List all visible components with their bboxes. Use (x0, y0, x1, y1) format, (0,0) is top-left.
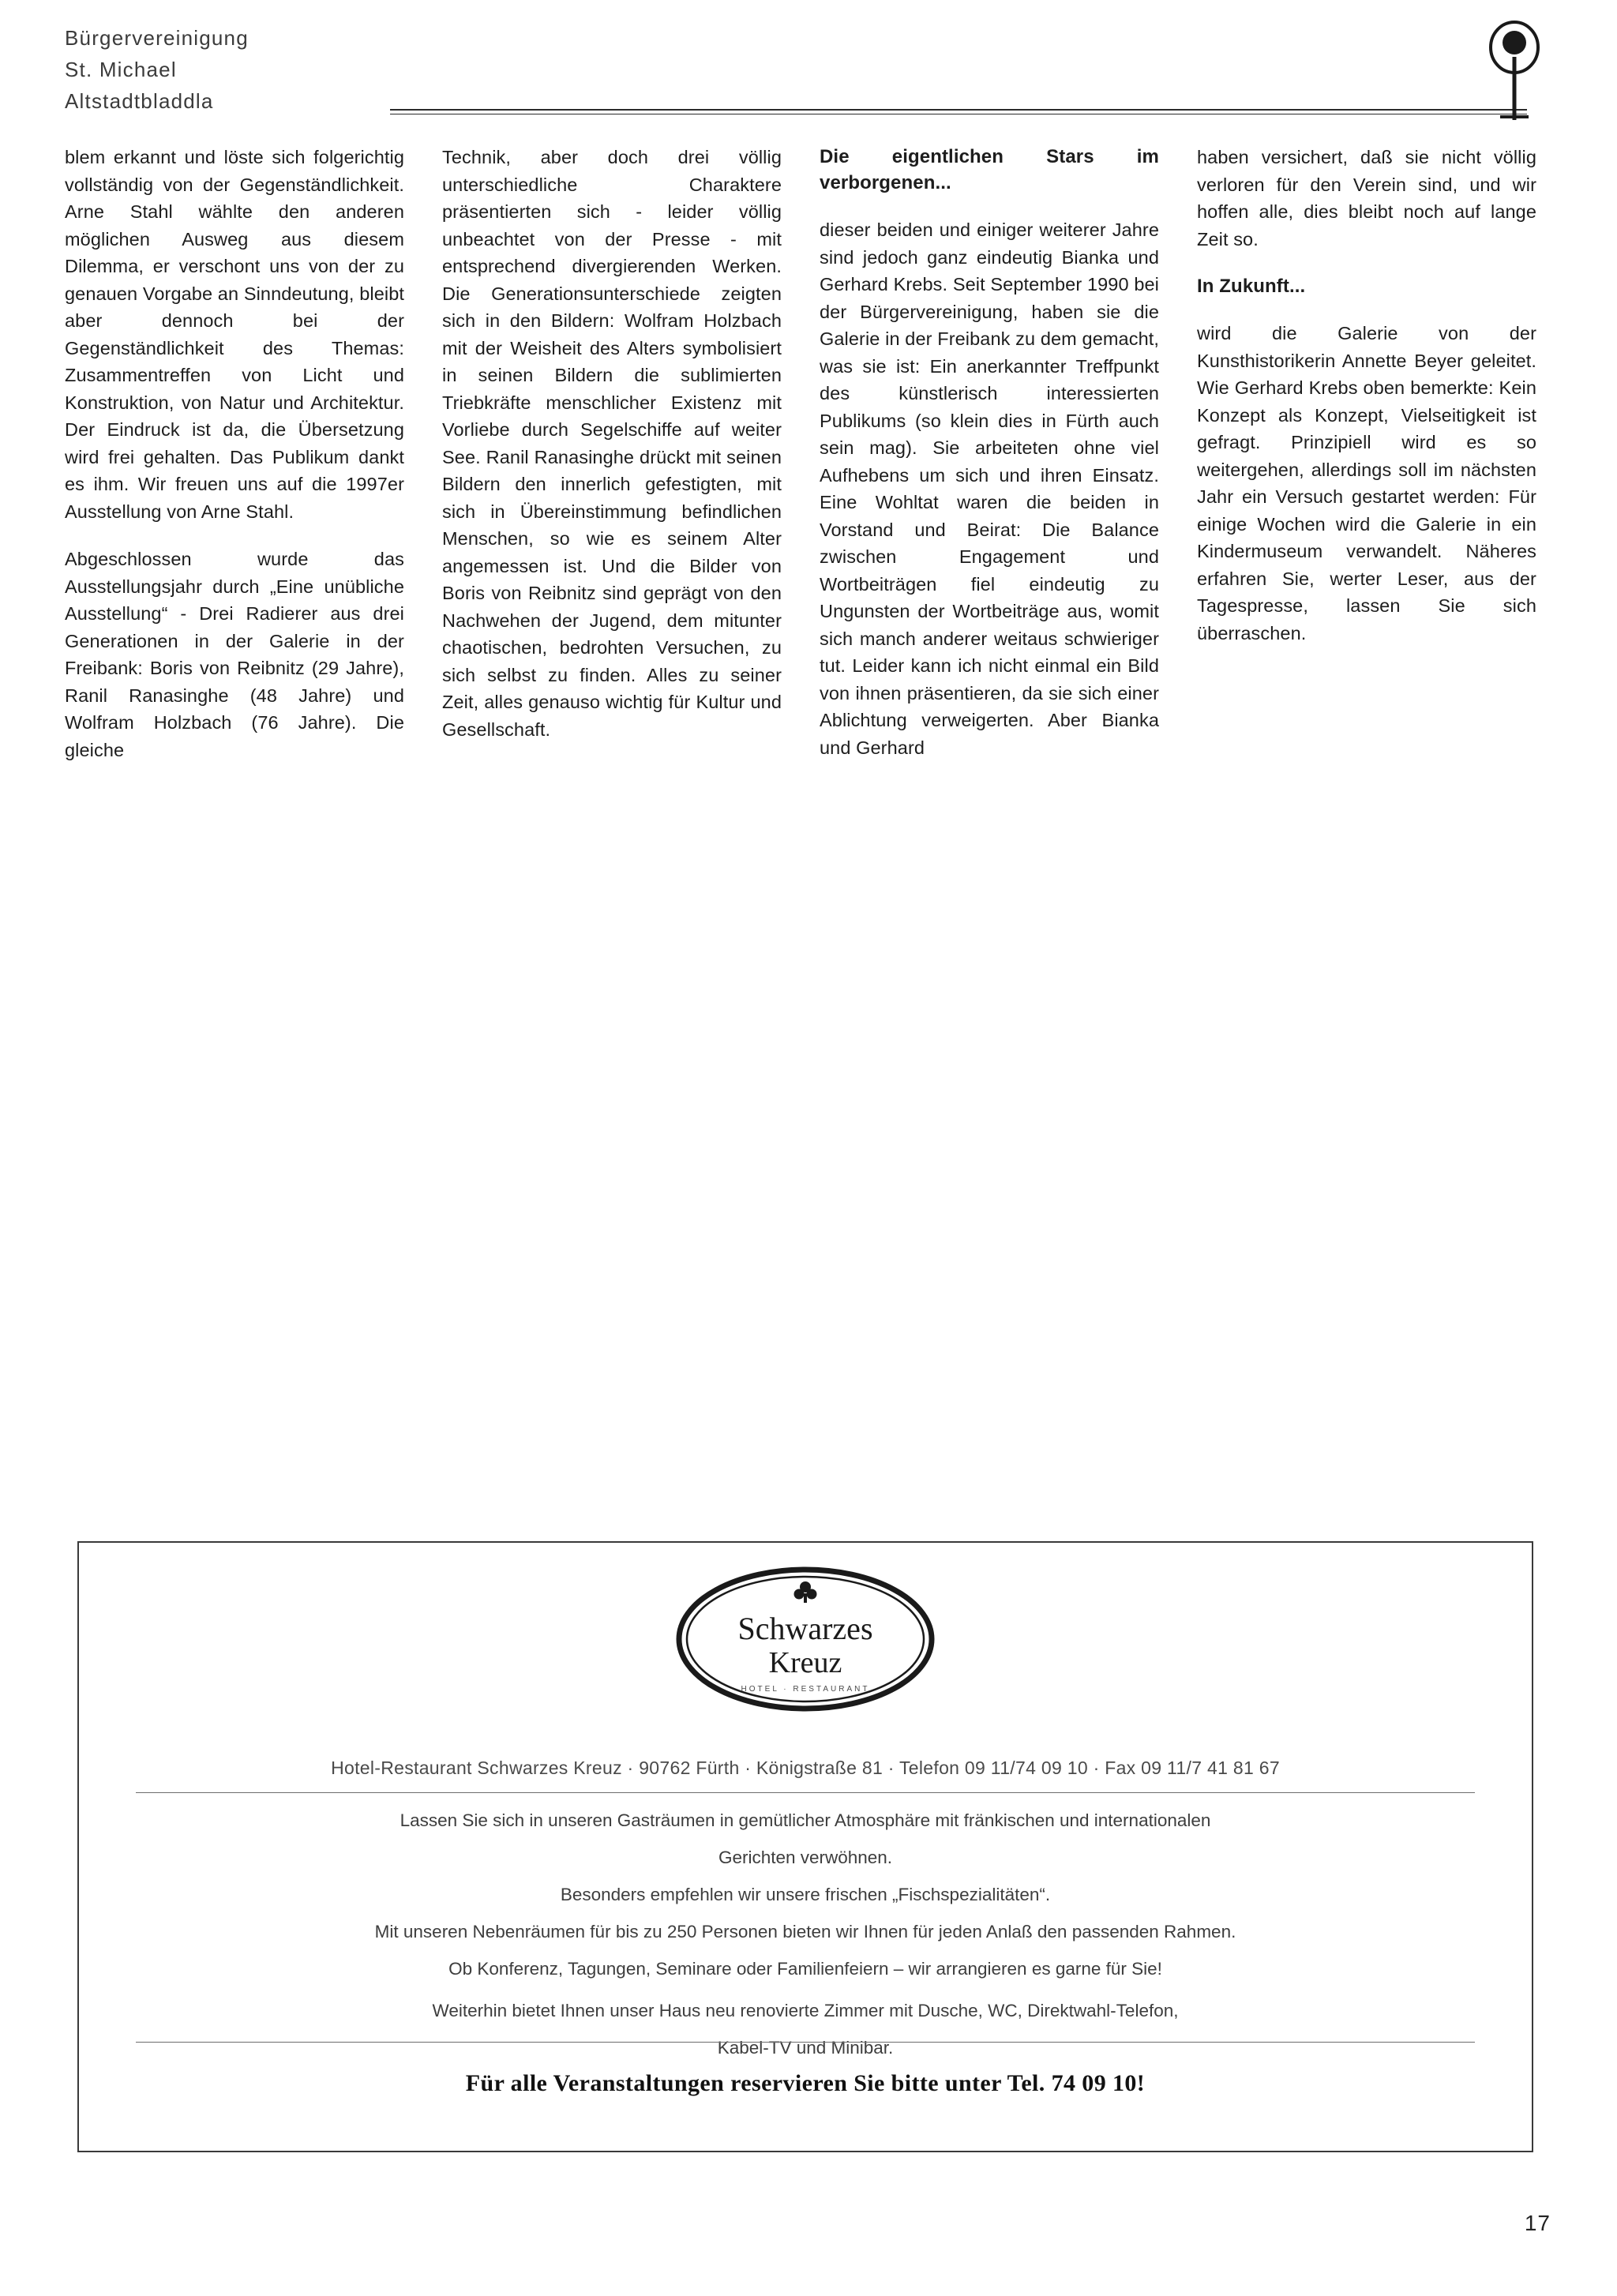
paragraph: blem erkannt und löste sich folgerichtig vollständig von der Gegenständlichkeit. Arne Stahl wählte den anderen möglichen Ausweg aus diesem Dilemma, er verschont uns von der zu genauen Vorgabe an Sinndeutung, bleibt aber dennoch bei der Gegenständlichkeit des Themas: Zusammentreffen von Licht und Konstruktion, von Natur und Architektur. Der Eindruck ist da, die Übersetzung wird frei gehalten. Das Publikum dankt es ihm. Wir freuen uns auf die 1997er Ausstellung von Arne Stahl. (65, 147, 404, 522)
ad-body-line: Besonders empfehlen wir unsere frischen „Fischspezialitäten“. (560, 1885, 1051, 1904)
ad-divider-bottom (136, 2042, 1475, 2043)
article-column-3 (820, 144, 1159, 761)
tulip-logo-icon (1476, 21, 1552, 123)
section-heading-future: In Zukunft... (1197, 276, 1306, 297)
article-column-4 (1197, 144, 1536, 647)
ad-body (126, 1808, 1484, 2073)
ad-reservation-footer: Für alle Veranstaltungen reservieren Sie bitte unter Tel. 74 09 10! (465, 2070, 1146, 2096)
masthead (65, 21, 1552, 115)
ad-body-line: Kabel-TV und Minibar. (717, 2038, 894, 2058)
paragraph: Abgeschlossen wurde das Ausstellungsjahr durch „Eine unübliche Ausstellung“ - Drei Radierer aus drei Generationen in der Galerie in der Freibank: Boris von Reibnitz (29 Jahre), Ranil Ranasinghe (48 Jahre) und Wolfram Holzbach (76 Jahre). Die gleiche (65, 549, 404, 760)
paragraph: Technik, aber doch drei völlig unterschiedliche Charaktere präsentierten sich - leider völlig unbeachtet von der Presse - mit entsprechend divergierenden Werken. Die Generationsunterschiede zeigten sich in den Bildern: Wolfram Holzbach mit der Weisheit des Alters symbolisiert in seinen Bildern die sublimierten Triebkräfte menschlicher Existenz mit Vorliebe durch Segelschiffe auf weiter See. Ranil Ranasinghe drückt mit seinen Bildern den innerlich gefestigten, mit sich in Übereinstimmung befindlichen Menschen, so wie es seinem Alter angemessen ist. Und die Bilder von Boris von Reibnitz sind geprägt von den Nachwehen der Jugend, dem mitunter chaotischen, bedrohten Versuchen, zu sich selbst zu finden. Alles zu seiner Zeit, alles genauso wichtig für Kultur und Gesellschaft. (442, 147, 782, 740)
masthead-divider (390, 109, 1527, 111)
article-column-1 (65, 144, 404, 763)
masthead-line-3: Altstadtbladdla (65, 89, 214, 113)
svg-text:HOTEL · RESTAURANT: HOTEL · RESTAURANT (741, 1685, 870, 1694)
ad-address: Hotel-Restaurant Schwarzes Kreuz · 90762 Fürth · Königstraße 81 · Telefon 09 11/74 09 10 · Fax 09 11/7 41 81 67 (331, 1758, 1280, 1778)
paragraph: haben versichert, daß sie nicht völlig verloren für den Verein sind, und wir hoffen alle, dies bleibt noch auf lange Zeit so. (1197, 147, 1536, 249)
paragraph: dieser beiden und einiger weiterer Jahre sind jedoch ganz eindeutig Bianka und Gerhard Krebs. Seit September 1990 bei der Bürgervereinigung, haben sie die Galerie in der Freibank zu dem gemacht, was sie ist: Ein anerkannter Treffpunkt des künstlerisch interessierten Publikums (so klein dies in Fürth auch sein mag). Sie arbeiteten ohne viel Aufhebens um sich und ihren Einsatz. Eine Wohltat waren die beiden in Vorstand und Beirat: Die Balance zwischen Engagement und Wortbeiträgen fiel eindeutig zu Ungunsten der Wortbeiträge aus, womit sich manch anderer weitaus schwieriger tut. Leider kann ich nicht einmal ein Bild von ihnen präsentieren, da sie sich einer Ablichtung verweigerten. Aber Bianka und Gerhard (820, 219, 1159, 758)
article-column-2 (442, 144, 782, 743)
ad-body-line: Weiterhin bietet Ihnen unser Haus neu renovierte Zimmer mit Dusche, WC, Direktwahl-Telefon, (432, 2001, 1179, 2020)
ad-body-line: Gerichten verwöhnen. (718, 1848, 893, 1867)
ad-divider-top (136, 1792, 1475, 1793)
svg-text:Schwarzes: Schwarzes (737, 1611, 873, 1646)
advertisement-box (77, 1541, 1533, 2152)
schwarzes-kreuz-logo (675, 1566, 936, 1713)
masthead-line-2: St. Michael (65, 58, 177, 81)
ad-body-line: Ob Konferenz, Tagungen, Seminare oder Familienfeiern – wir arrangieren es garne für Sie! (448, 1959, 1162, 1979)
masthead-line-1: Bürgervereinigung (65, 26, 249, 50)
ad-body-line: Mit unseren Nebenräumen für bis zu 250 Personen bieten wir Ihnen für jeden Anlaß den passenden Rahmen. (374, 1922, 1236, 1941)
page-number: 17 (1524, 2211, 1551, 2235)
svg-text:Kreuz: Kreuz (768, 1646, 842, 1679)
ad-body-line: Lassen Sie sich in unseren Gasträumen in gemütlicher Atmosphäre mit fränkischen und internationalen (400, 1810, 1211, 1830)
paragraph: wird die Galerie von der Kunsthistorikerin Annette Beyer geleitet. Wie Gerhard Krebs oben bemerkte: Kein Konzept als Konzept, Vielseitigkeit ist gefragt. Prinzipiell wird es so weitergehen, allerdings soll im nächsten Jahr ein Versuch gestartet werden: Für einige Wochen wird die Galerie in ein Kindermuseum verwandelt. Näheres erfahren Sie, werter Leser, aus der Tagespresse, lassen Sie sich überraschen. (1197, 323, 1536, 643)
section-heading-stars: Die eigentlichen Stars im verborgenen... (820, 146, 1159, 193)
